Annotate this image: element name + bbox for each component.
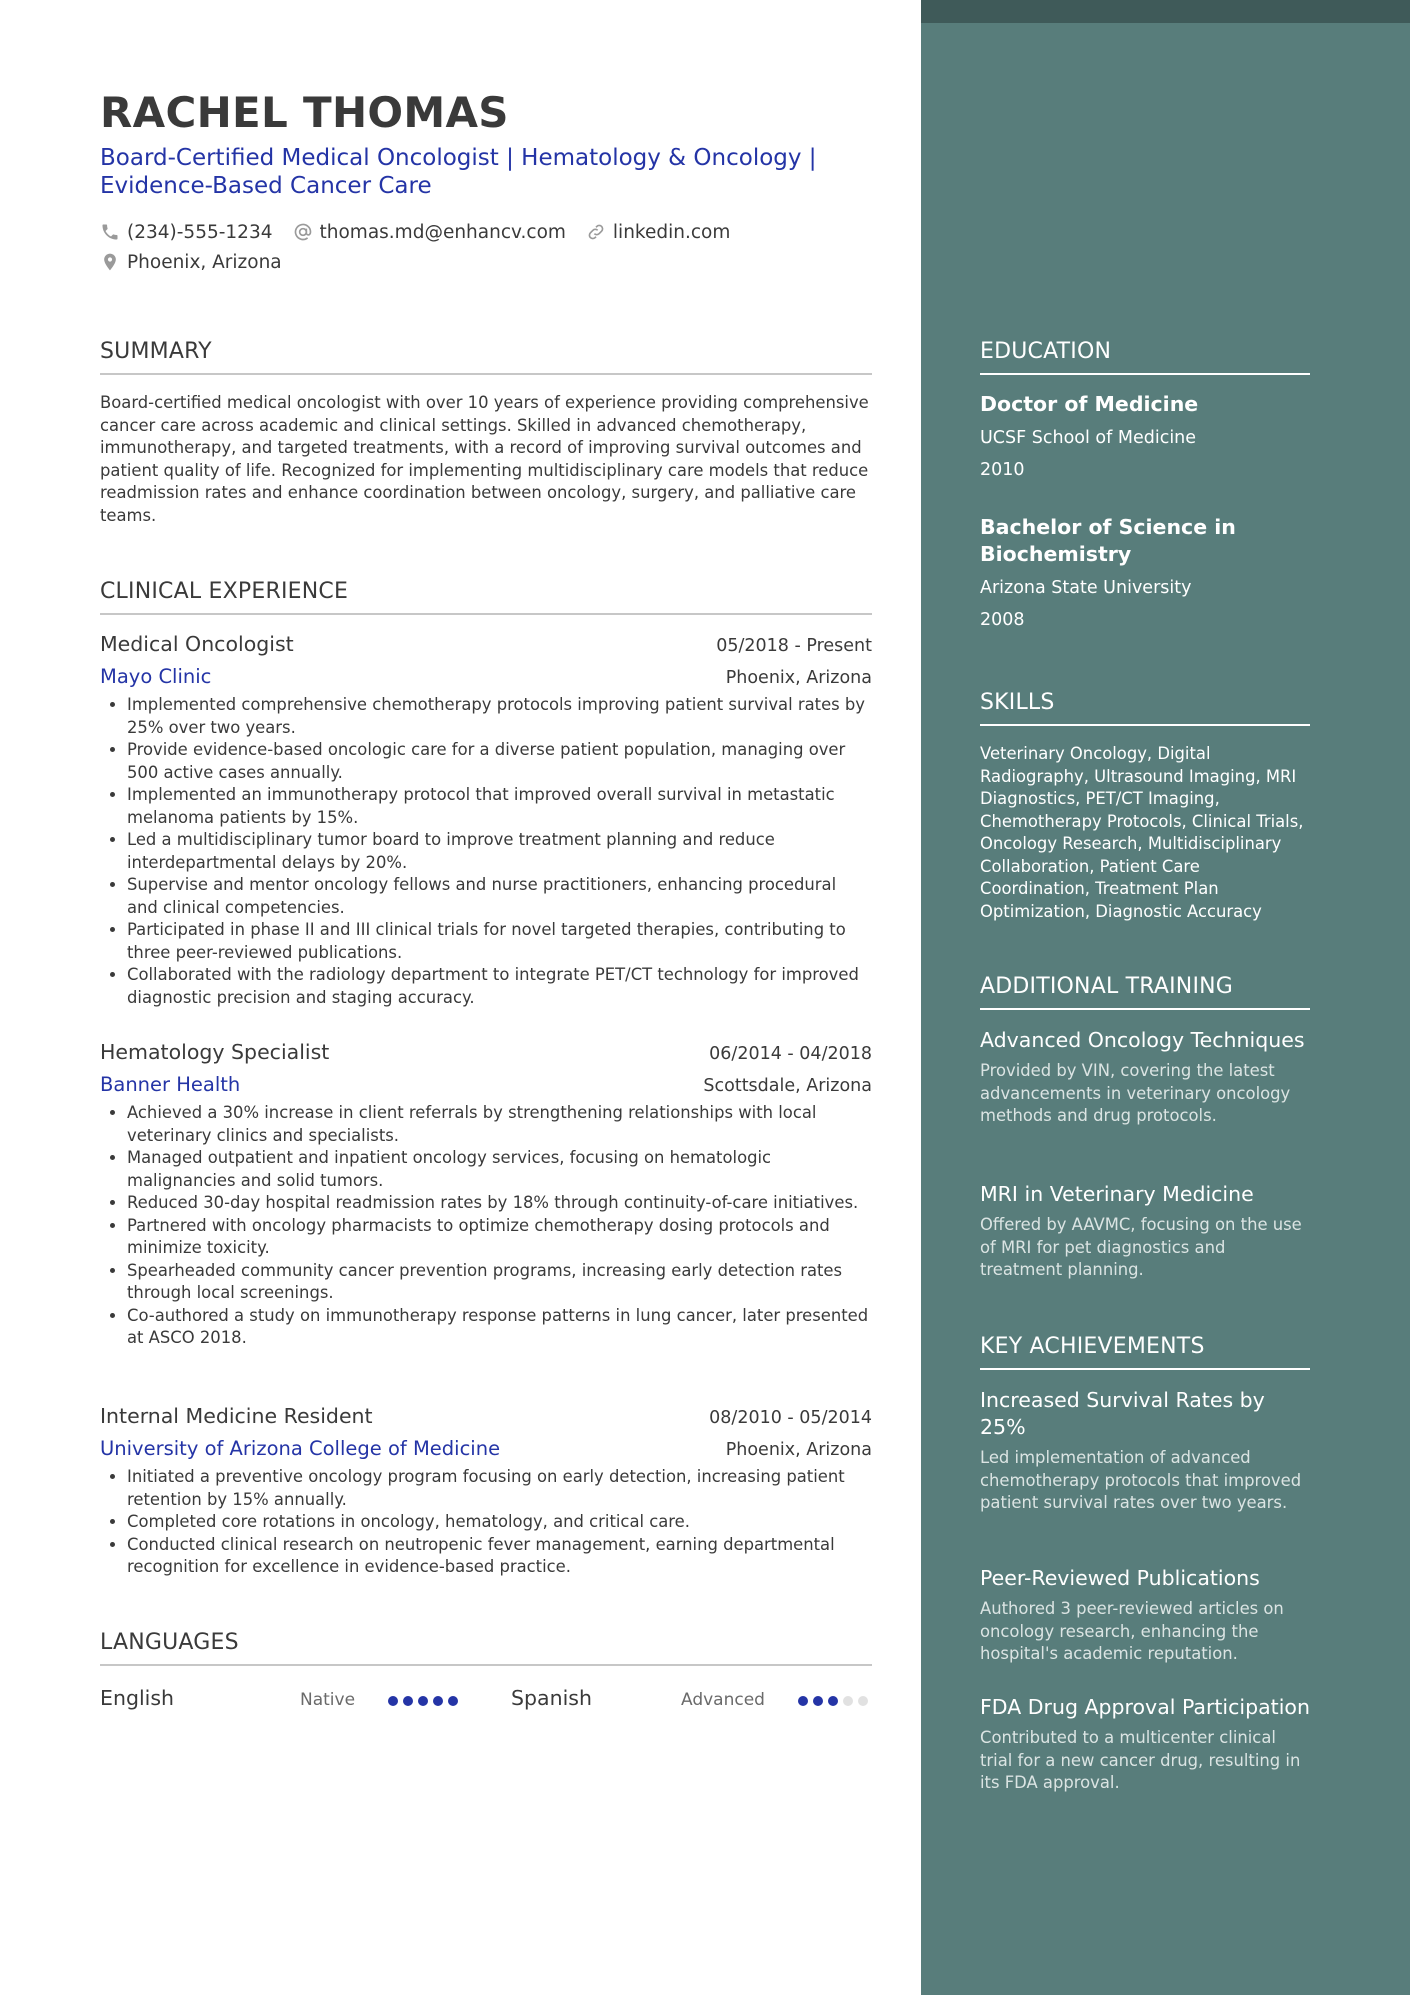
language-rating (388, 1696, 463, 1706)
job-title: Hematology Specialist (100, 1040, 330, 1064)
achievement-description: Authored 3 peer-reviewed articles on oncology research, enhancing the hospital's academic reputation. (980, 1599, 1284, 1664)
rating-dot-filled (448, 1696, 458, 1706)
job-bullet: • Implemented an immunotherapy protocol that improved overall survival in metastatic melanoma patients by 15%. (127, 784, 872, 829)
job-bullet: • Co-authored a study on immunotherapy response patterns in lung cancer, later presented at ASCO 2018. (127, 1305, 872, 1350)
job-bullet: • Collaborated with the radiology department to integrate PET/CT technology for improved diagnostic precision and staging accuracy. (127, 964, 872, 1009)
job-bullet: • Participated in phase II and III clinical trials for novel targeted therapies, contributing to three peer-reviewed publications. (127, 919, 872, 964)
languages-heading: LANGUAGES (100, 1630, 872, 1666)
contact-info (100, 217, 872, 277)
skills-list: Veterinary Oncology, Digital Radiography, Ultrasound Imaging, MRI Diagnostics, PET/CT Imaging, Chemotherapy Protocols, Clinical Trials, Oncology Research, Multidisciplinary Collaboration, Patient Care Coordination, Treatment Plan Optimization, Diagnostic Accuracy (980, 744, 1304, 921)
job-bullet: • Spearheaded community cancer prevention programs, increasing early detection rates through local screenings. (127, 1260, 872, 1305)
degree-title: Bachelor of Science in Biochemistry (980, 515, 1236, 566)
rating-dot-filled (403, 1696, 413, 1706)
experience-heading: CLINICAL EXPERIENCE (100, 579, 872, 615)
language-rating (798, 1696, 873, 1706)
job-bullet: • Provide evidence-based oncologic care for a diverse patient population, managing over 500 active cases annually. (127, 739, 872, 784)
training-description: Offered by AAVMC, focusing on the use of MRI for pet diagnostics and treatment planning. (980, 1215, 1302, 1280)
job-location: Scottsdale, Arizona (703, 1076, 872, 1096)
job-entry (100, 1404, 872, 1579)
education-entry (980, 514, 1310, 630)
rating-dot-filled (388, 1696, 398, 1706)
job-bullet: • Implemented comprehensive chemotherapy protocols improving patient survival rates by 25% over two years. (127, 694, 872, 739)
training-heading: ADDITIONAL TRAINING (980, 974, 1310, 1010)
job-bullet: • Partnered with oncology pharmacists to optimize chemotherapy dosing protocols and minimize toxicity. (127, 1215, 872, 1260)
degree-title: Doctor of Medicine (980, 392, 1199, 416)
achievements-heading: KEY ACHIEVEMENTS (980, 1334, 1310, 1370)
job-title: Internal Medicine Resident (100, 1404, 373, 1428)
contact-email[interactable] (293, 222, 566, 243)
job-title: Medical Oncologist (100, 632, 294, 656)
job-company: Banner Health (100, 1073, 241, 1096)
job-company: University of Arizona College of Medicine (100, 1437, 501, 1460)
rating-dot-filled (433, 1696, 443, 1706)
education-heading: EDUCATION (980, 339, 1310, 375)
job-bullet: • Led a multidisciplinary tumor board to improve treatment planning and reduce interdepartmental delays by 20%. (127, 829, 872, 874)
training-title: Advanced Oncology Techniques (980, 1028, 1305, 1052)
achievement-item (980, 1387, 1310, 1515)
rating-dot-empty (843, 1696, 853, 1706)
job-company: Mayo Clinic (100, 665, 212, 688)
candidate-tagline: Board-Certified Medical Oncologist | Hematology & Oncology | Evidence-Based Cancer Care (100, 145, 817, 199)
candidate-name: RACHEL THOMAS (100, 88, 509, 137)
language-level: Advanced (681, 1690, 765, 1710)
summary-heading: SUMMARY (100, 339, 872, 375)
rating-dot-filled (828, 1696, 838, 1706)
achievement-description: Contributed to a multicenter clinical trial for a new cancer drug, resulting in its FDA approval. (980, 1728, 1301, 1793)
achievement-title: FDA Drug Approval Participation (980, 1695, 1310, 1719)
linkedin-text: linkedin.com (612, 221, 731, 243)
language-name: English (100, 1686, 175, 1710)
training-item (980, 1027, 1310, 1128)
language-level: Native (300, 1690, 356, 1710)
job-location: Phoenix, Arizona (725, 668, 872, 688)
job-bullets (100, 1102, 872, 1350)
job-bullets (100, 694, 872, 1009)
job-dates: 06/2014 - 04/2018 (709, 1044, 872, 1064)
job-dates: 08/2010 - 05/2014 (709, 1408, 872, 1428)
education-entry (980, 391, 1310, 480)
location-pin-icon (100, 252, 120, 272)
contact-location (100, 252, 282, 273)
achievement-item (980, 1565, 1310, 1666)
job-bullet: • Achieved a 30% increase in client referrals by strengthening relationships with local veterinary clinics and specialists. (127, 1102, 872, 1147)
training-title: MRI in Veterinary Medicine (980, 1182, 1254, 1206)
summary-text: Board-certified medical oncologist with over 10 years of experience providing comprehensive cancer care across academic and clinical settings. Skilled in advanced chemotherapy, immunotherapy, and targeted treatments, with a record of improving survival outcomes and patient quality of life. Recognized for implementing multidisciplinary care models that reduce readmission rates and enhance coordination between oncology, surgery, and palliative care teams. (100, 393, 869, 525)
training-description: Provided by VIN, covering the latest advancements in veterinary oncology methods and drug protocols. (980, 1061, 1291, 1126)
graduation-year: 2010 (980, 460, 1025, 480)
language-name: Spanish (511, 1686, 592, 1710)
phone-icon (100, 222, 120, 242)
contact-phone[interactable] (100, 222, 273, 243)
rating-dot-empty (858, 1696, 868, 1706)
rating-dot-filled (418, 1696, 428, 1706)
rating-dot-filled (813, 1696, 823, 1706)
training-item (980, 1181, 1310, 1282)
job-entry (100, 632, 872, 1009)
school-name: Arizona State University (980, 578, 1192, 598)
achievement-title: Peer-Reviewed Publications (980, 1566, 1260, 1590)
rating-dot-filled (798, 1696, 808, 1706)
link-icon (586, 222, 606, 242)
job-dates: 05/2018 - Present (716, 636, 872, 656)
contact-linkedin[interactable] (586, 222, 730, 243)
languages-list (100, 1686, 872, 1716)
job-bullet: • Initiated a preventive oncology program focusing on early detection, increasing patient retention by 15% annually. (127, 1466, 872, 1511)
sidebar-top-bar (921, 0, 1410, 23)
achievement-item (980, 1694, 1310, 1795)
job-bullet: • Reduced 30-day hospital readmission rates by 18% through continuity-of-care initiatives. (127, 1192, 872, 1215)
job-bullet: • Managed outpatient and inpatient oncology services, focusing on hematologic malignancies and solid tumors. (127, 1147, 872, 1192)
phone-text: (234)-555-1234 (127, 221, 273, 243)
job-bullets (100, 1466, 872, 1579)
job-bullet: • Supervise and mentor oncology fellows and nurse practitioners, enhancing procedural and clinical competencies. (127, 874, 872, 919)
email-text: thomas.md@enhancv.com (319, 221, 566, 243)
skills-heading: SKILLS (980, 690, 1310, 726)
graduation-year: 2008 (980, 610, 1025, 630)
school-name: UCSF School of Medicine (980, 428, 1197, 448)
job-location: Phoenix, Arizona (725, 1440, 872, 1460)
at-icon (293, 222, 313, 242)
job-bullet: • Conducted clinical research on neutropenic fever management, earning departmental recognition for excellence in evidence-based practice. (127, 1534, 872, 1579)
achievement-description: Led implementation of advanced chemotherapy protocols that improved patient survival rates over two years. (980, 1448, 1302, 1513)
location-text: Phoenix, Arizona (127, 251, 282, 273)
job-entry (100, 1040, 872, 1350)
achievement-title: Increased Survival Rates by 25% (980, 1388, 1265, 1439)
job-bullet: • Completed core rotations in oncology, hematology, and critical care. (127, 1511, 872, 1534)
